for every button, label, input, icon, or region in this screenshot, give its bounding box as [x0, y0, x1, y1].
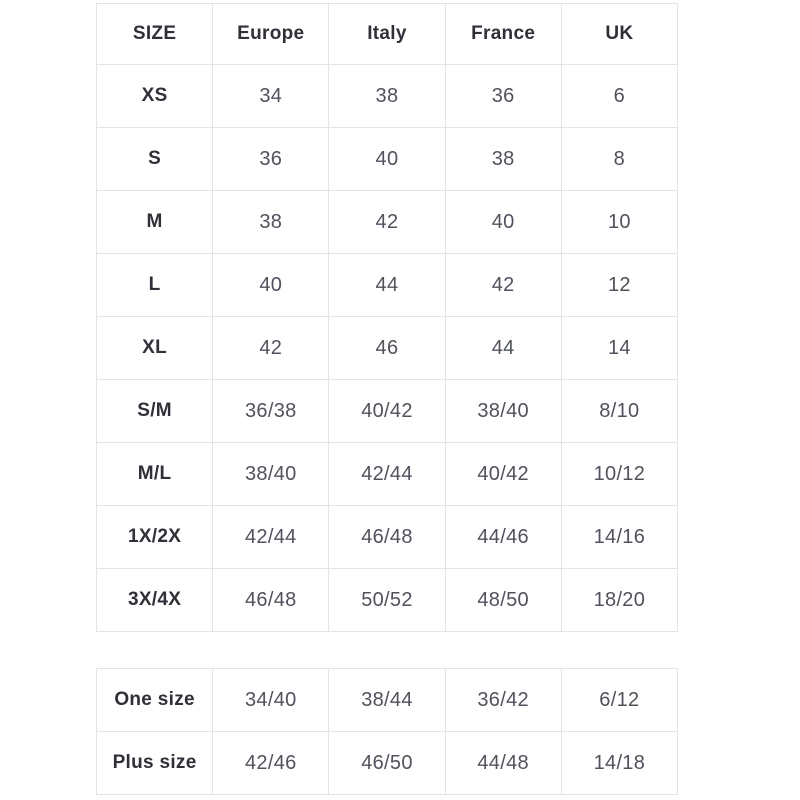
row-label: S/M	[97, 380, 213, 443]
france-value: 44	[445, 317, 561, 380]
france-value: 42	[445, 254, 561, 317]
italy-value: 40/42	[329, 380, 445, 443]
uk-value: 10	[561, 191, 677, 254]
france-value: 38/40	[445, 380, 561, 443]
uk-value: 10/12	[561, 443, 677, 506]
row-label: XL	[97, 317, 213, 380]
france-value: 36	[445, 65, 561, 128]
row-label: M/L	[97, 443, 213, 506]
uk-value: 18/20	[561, 569, 677, 632]
table-row-one-size	[97, 669, 678, 732]
uk-value: 14/18	[561, 732, 677, 795]
table-row-xs	[97, 65, 678, 128]
row-label: M	[97, 191, 213, 254]
france-value: 44/48	[445, 732, 561, 795]
europe-value: 40	[213, 254, 329, 317]
europe-value: 36/38	[213, 380, 329, 443]
italy-value: 42/44	[329, 443, 445, 506]
row-label: 3X/4X	[97, 569, 213, 632]
uk-value: 12	[561, 254, 677, 317]
europe-value: 36	[213, 128, 329, 191]
france-value: 40/42	[445, 443, 561, 506]
column-header-europe: Europe	[213, 4, 329, 65]
europe-value: 34/40	[213, 669, 329, 732]
table-row-m-l	[97, 443, 678, 506]
table-row-s-m	[97, 380, 678, 443]
column-header-uk: UK	[561, 4, 677, 65]
size-chart-section	[96, 3, 678, 795]
france-value: 48/50	[445, 569, 561, 632]
table-row-xl	[97, 317, 678, 380]
france-value: 40	[445, 191, 561, 254]
europe-value: 42/46	[213, 732, 329, 795]
europe-value: 38	[213, 191, 329, 254]
italy-value: 40	[329, 128, 445, 191]
france-value: 44/46	[445, 506, 561, 569]
uk-value: 14/16	[561, 506, 677, 569]
table-row-s	[97, 128, 678, 191]
italy-value: 44	[329, 254, 445, 317]
italy-value: 42	[329, 191, 445, 254]
row-label: L	[97, 254, 213, 317]
table-row-l	[97, 254, 678, 317]
italy-value: 38	[329, 65, 445, 128]
italy-value: 46/50	[329, 732, 445, 795]
column-header-france: France	[445, 4, 561, 65]
row-label: XS	[97, 65, 213, 128]
table-header	[97, 4, 678, 65]
italy-value: 38/44	[329, 669, 445, 732]
row-label: One size	[97, 669, 213, 732]
uk-value: 6/12	[561, 669, 677, 732]
italy-value: 46	[329, 317, 445, 380]
europe-value: 42	[213, 317, 329, 380]
uk-value: 8/10	[561, 380, 677, 443]
uk-value: 8	[561, 128, 677, 191]
header-row	[97, 4, 678, 65]
france-value: 38	[445, 128, 561, 191]
column-header-italy: Italy	[329, 4, 445, 65]
column-header-size: SIZE	[97, 4, 213, 65]
size-conversion-table	[96, 3, 678, 632]
uk-value: 14	[561, 317, 677, 380]
europe-value: 38/40	[213, 443, 329, 506]
row-label: Plus size	[97, 732, 213, 795]
italy-value: 50/52	[329, 569, 445, 632]
row-label: 1X/2X	[97, 506, 213, 569]
italy-value: 46/48	[329, 506, 445, 569]
special-sizes-table	[96, 668, 678, 795]
table-row-plus-size	[97, 732, 678, 795]
europe-value: 46/48	[213, 569, 329, 632]
table-body	[97, 669, 678, 795]
table-body	[97, 65, 678, 632]
table-row-3x-4x	[97, 569, 678, 632]
row-label: S	[97, 128, 213, 191]
table-row-m	[97, 191, 678, 254]
table-row-1x-2x	[97, 506, 678, 569]
uk-value: 6	[561, 65, 677, 128]
france-value: 36/42	[445, 669, 561, 732]
europe-value: 34	[213, 65, 329, 128]
europe-value: 42/44	[213, 506, 329, 569]
